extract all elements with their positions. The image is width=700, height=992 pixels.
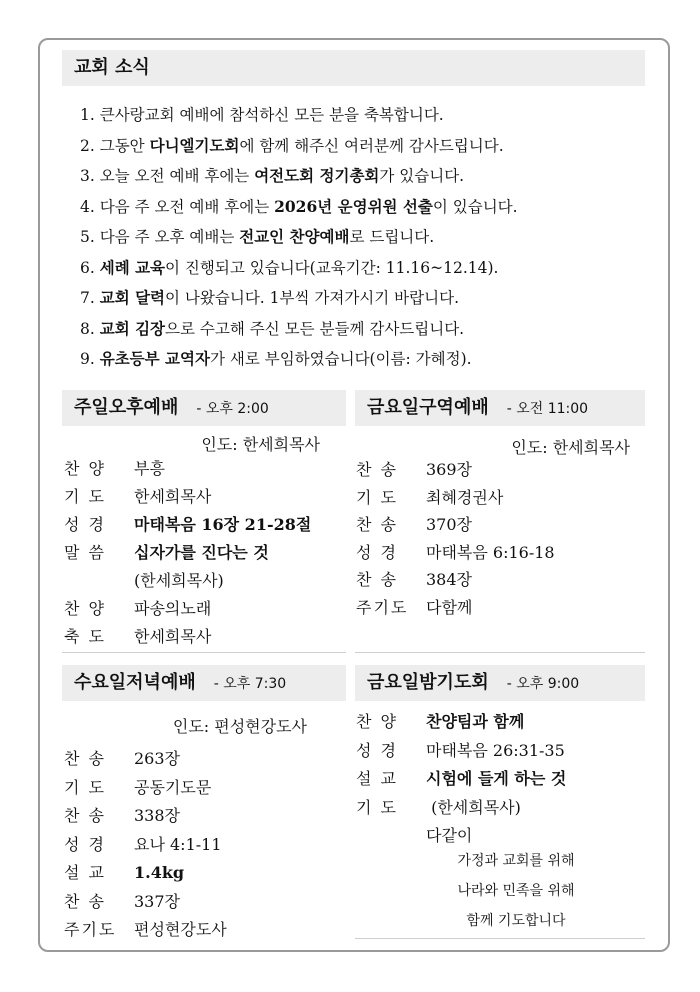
friday-district-leader: 인도: 한세희목사: [511, 438, 630, 457]
prayer-line: 나라와 민족을 위해: [457, 883, 575, 899]
news-item: 9. 유초등부 교역자가 새로 부임하였습니다(이름: 가혜정).: [80, 349, 472, 368]
order-row: 기 도 한세희목사: [64, 487, 212, 506]
order-row: 설 교 시험에 들게 하는 것: [356, 769, 567, 788]
order-row: 주기도 편성현강도사: [64, 920, 227, 939]
news-item: 2. 그동안 다니엘기도회에 함께 해주신 여러분께 감사드립니다.: [80, 135, 504, 155]
news-item: 1. 큰사랑교회 예배에 참석하신 모든 분을 축복합니다.: [80, 106, 444, 124]
order-row: 찬 송 263장: [64, 749, 180, 768]
friday-district-title: 금요일구역예배: [367, 397, 489, 418]
divider: [355, 938, 645, 939]
order-row: 성 경 마태복음 6:16-18: [356, 542, 555, 562]
sunday-time: - 오후 2:00: [196, 401, 269, 417]
news-item: 6. 세례 교육이 진행되고 있습니다(교육기간: 11.16~12.14).: [80, 257, 499, 277]
sunday-header: [62, 390, 346, 426]
news-header: [62, 50, 645, 86]
news-item: 7. 교회 달력이 나왔습니다. 1부씩 가져가시기 바랍니다.: [80, 288, 459, 307]
order-row: 찬 송 338장: [64, 806, 180, 825]
order-row: 다같이: [426, 826, 473, 845]
friday-district-time: - 오전 11:00: [506, 401, 589, 417]
order-row: 주기도 다함께: [356, 597, 473, 617]
order-row: 찬 송 370장: [356, 515, 472, 534]
friday-night-time: - 오후 9:00: [506, 676, 580, 692]
news-item: 4. 다음 주 오전 예배 후에는 2026년 운영위원 선출이 있습니다.: [80, 196, 518, 216]
wednesday-order: [64, 745, 227, 945]
friday-night-order: [356, 708, 566, 851]
news-item: 3. 오늘 오전 예배 후에는 여전도회 정기총회가 있습니다.: [80, 166, 465, 185]
order-row: 찬 송 337장: [64, 891, 180, 911]
sunday-order: [64, 455, 311, 651]
friday-district-order: [356, 456, 555, 621]
order-row: 설 교 1.4kg: [64, 863, 185, 882]
order-row: 찬 송 369장: [356, 460, 472, 479]
order-row: 기 도 (한세희목사): [356, 797, 521, 817]
order-row: 찬 양 찬양팀과 함께: [356, 712, 525, 731]
wednesday-title: 수요일저녁예배: [74, 672, 196, 693]
prayer-line: 함께 기도합니다: [466, 913, 566, 929]
prayer-topics: [416, 846, 616, 936]
order-row: 성 경 요나 4:1-11: [64, 834, 222, 854]
order-row: 축 도 한세희목사: [64, 627, 212, 646]
order-row: 기 도 최혜경권사: [356, 487, 504, 507]
news-title: 교회 소식: [74, 57, 150, 78]
wednesday-header: [62, 665, 346, 701]
order-row: (한세희목사): [134, 571, 224, 590]
order-row: 찬 송 384장: [356, 570, 472, 589]
order-row: 찬 양 부흥: [64, 459, 165, 478]
news-list: [80, 100, 518, 375]
order-row: 성 경 마태복음 16장 21-28절: [64, 515, 312, 534]
order-row: 성 경 마태복음 26:31-35: [356, 740, 565, 760]
sunday-leader: 인도: 한세희목사: [201, 435, 320, 454]
divider: [62, 652, 346, 653]
order-row: 기 도 공동기도문: [64, 777, 212, 797]
friday-night-title: 금요일밤기도회: [367, 672, 489, 693]
news-item: 8. 교회 김장으로 수고해 주신 모든 분들께 감사드립니다.: [80, 318, 465, 338]
friday-night-header: [355, 665, 645, 701]
prayer-line: 가정과 교회를 위해: [457, 853, 575, 869]
wednesday-time: - 오후 7:30: [213, 676, 287, 692]
friday-district-header: [355, 390, 645, 426]
wednesday-leader: 인도: 편성현강도사: [172, 717, 307, 736]
sunday-title: 주일오후예배: [74, 397, 179, 418]
order-row: 말 씀 십자가를 진다는 것: [64, 543, 269, 562]
order-row: 찬 양 파송의노래: [64, 599, 212, 618]
news-item: 5. 다음 주 오후 예배는 전교인 찬양예배로 드립니다.: [80, 227, 435, 246]
divider: [355, 652, 645, 653]
